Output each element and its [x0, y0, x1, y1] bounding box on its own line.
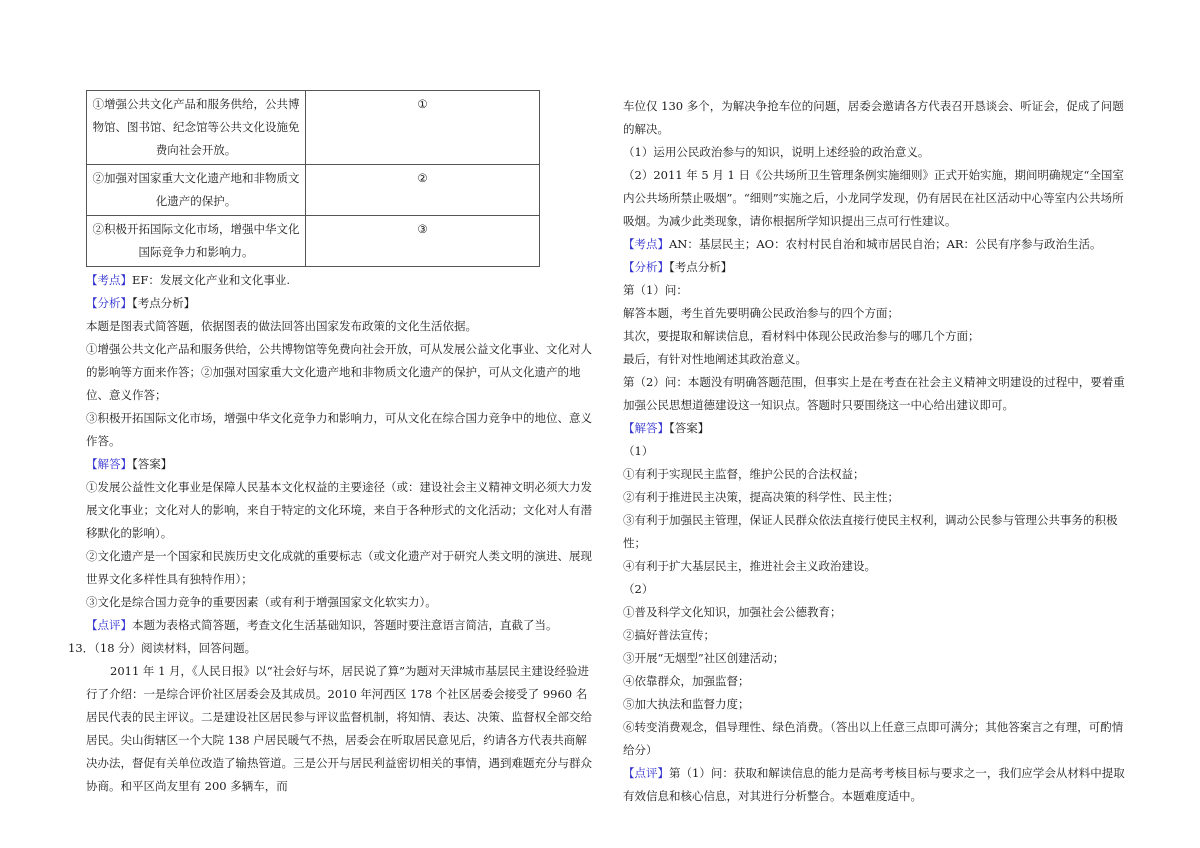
jieda-text: 【答案】: [132, 457, 173, 471]
table-cell-basis: ②: [306, 165, 540, 216]
analysis-line: 最后，有针对性地阐述其政治意义。: [623, 352, 807, 366]
fenxi-tag: 【分析】: [623, 260, 669, 274]
analysis-q2: 第（2）问：本题没有明确答题范围，但事实上是在考查在社会主义精神文明建设的过程中，要着重加强公民思想道德建设这一知识点。答题时只要围绕这一中心给出建议即可。: [623, 375, 1125, 412]
kaodian-line: [623, 233, 1128, 256]
table-cell-policy: ②积极开拓国际文化市场，增强中华文化国际竞争力和影响力。: [87, 216, 306, 267]
right-column: [623, 95, 1128, 808]
dianping-tag: 【点评】: [623, 766, 669, 780]
answer-item: ④有利于扩大基层民主，推进社会主义政治建设。: [623, 559, 876, 573]
table-row: [87, 91, 540, 165]
answer-item: ①有利于实现民主监督，维护公民的合法权益；: [623, 467, 865, 481]
kaodian-tag: 【考点】: [623, 237, 669, 251]
table-row: [87, 216, 540, 267]
answer-section-2-heading: （2）: [623, 582, 654, 596]
jieda-text: 【答案】: [669, 421, 710, 435]
jieda-line: [86, 453, 596, 476]
table-cell-policy: ②加强对国家重大文化遗产地和非物质文化遗产的保护。: [87, 165, 306, 216]
table-cell-basis: ①: [306, 91, 540, 165]
kaodian-text: AN：基层民主；AO：农村村民自治和城市居民自治；AR：公民有序参与政治生活。: [669, 237, 1102, 251]
table-cell-policy: ①增强公共文化产品和服务供给，公共博物馆、图书馆、纪念馆等公共文化设施免费向社会开放。: [87, 91, 306, 165]
dianping-line: [86, 614, 596, 637]
answer-paragraph: ③文化是综合国力竞争的重要因素（或有利于增强国家文化软实力）。: [86, 595, 437, 609]
left-column: [68, 90, 596, 798]
answer-item: ⑤加大执法和监督力度；: [623, 697, 750, 711]
kaodian-text: EF：发展文化产业和文化事业.: [132, 273, 291, 287]
kaodian-tag: 【考点】: [86, 273, 132, 287]
dianping-text: 本题为表格式简答题，考查文化生活基础知识，答题时要注意语言简洁，直截了当。: [132, 618, 558, 632]
fenxi-line: [623, 256, 1128, 279]
answer-item: ③开展“无烟型”社区创建活动；: [623, 651, 785, 665]
question-13-material: 2011 年 1 月，《人民日报》以“社会好与坏，居民说了算”为题对天津城市基层民主建设经验进行了介绍：一是综合评价社区居委会及其成员。2010 年河西区 178 个社区居委会接受了 9960 名居民代表的民主评议。二是建设社区居民参与评议监督机制，将知情、表达、决策、监督权全部交给居民。尖山街辖区一个大院 138 户居民暖气不热，居委会在听取居民意见后，约请各方代表共商解决办法，督促有关单位改造了输热管道。三是公开与居民利益密切相关的事情，遇到难题充分与群众协商。和平区尚友里有 200 多辆车，而: [86, 664, 592, 793]
policy-table: [86, 90, 540, 267]
fenxi-tag: 【分析】: [86, 296, 132, 310]
fenxi-text: 【考点分析】: [669, 260, 733, 274]
fenxi-text: 【考点分析】: [132, 296, 196, 310]
analysis-line: 其次，要提取和解读信息，看材料中体现公民政治参与的哪几个方面；: [623, 329, 980, 343]
answer-item: ①普及科学文化知识，加强社会公德教育；: [623, 605, 842, 619]
jieda-line: [623, 417, 1128, 440]
answer-item: ③有利于加强民主管理，保证人民群众依法直接行使民主权利，调动公民参与管理公共事务的积极性；: [623, 513, 1118, 550]
fenxi-paragraph: ①增强公共文化产品和服务供给，公共博物馆等免费向社会开放，可从发展公益文化事业、文化对人的影响等方面来作答；②加强对国家重大文化遗产地和非物质文化遗产的保护，可从文化遗产的地位、意义作答；: [86, 342, 592, 402]
fenxi-paragraph: 本题是图表式简答题，依据图表的做法回答出国家发布政策的文化生活依据。: [86, 319, 477, 333]
table-cell-basis: ③: [306, 216, 540, 267]
analysis-q1-heading: 第（1）问：: [623, 283, 688, 297]
table-row: [87, 165, 540, 216]
material-continuation: 车位仅 130 多个，为解决争抢车位的问题，居委会邀请各方代表召开恳谈会、听证会，促成了问题的解决。: [623, 99, 1124, 136]
answer-section-1-heading: （1）: [623, 444, 654, 458]
question-1: （1）运用公民政治参与的知识，说明上述经验的政治意义。: [623, 145, 930, 159]
answer-item: ④依靠群众，加强监督；: [623, 674, 750, 688]
fenxi-paragraph: ③积极开拓国际文化市场，增强中华文化竞争力和影响力，可从文化在综合国力竞争中的地位、意义作答。: [86, 411, 592, 448]
jieda-tag: 【解答】: [623, 421, 669, 435]
kaodian-line: [86, 269, 596, 292]
analysis-line: 解答本题，考生首先要明确公民政治参与的四个方面；: [623, 306, 899, 320]
dianping-tag: 【点评】: [86, 618, 132, 632]
answer-paragraph: ①发展公益性文化事业是保障人民基本文化权益的主要途径（或：建设社会主义精神文明必须大力发展文化事业；文化对人的影响，来自于特定的文化环境，来自于各种形式的文化活动；文化对人有潜移默化的影响）。: [86, 480, 592, 540]
answer-item: ⑥转变消费观念，倡导理性、绿色消费。（答出以上任意三点即可满分；其他答案言之有理，可酌情给分）: [623, 720, 1124, 757]
question-2: （2）2011 年 5 月 1 日《公共场所卫生管理条例实施细则》正式开始实施，期间明确规定“全国室内公共场所禁止吸烟”。“细则”实施之后，小龙同学发现，仍有居民在社区活动中心等室内公共场所吸烟。为减少此类现象，请你根据所学知识提出三点可行性建议。: [623, 168, 1124, 228]
jieda-tag: 【解答】: [86, 457, 132, 471]
dianping-line: [623, 762, 1128, 808]
question-13-heading: 13．（18 分）阅读材料，回答问题。: [68, 641, 257, 655]
answer-paragraph: ②文化遗产是一个国家和民族历史文化成就的重要标志（或文化遗产对于研究人类文明的演进、展现世界文化多样性具有独特作用）；: [86, 549, 592, 586]
fenxi-line: [86, 292, 596, 315]
answer-item: ②有利于推进民主决策，提高决策的科学性、民主性；: [623, 490, 899, 504]
dianping-text: 第（1）问：获取和解读信息的能力是高考考核目标与要求之一，我们应学会从材料中提取有效信息和核心信息，对其进行分析整合。本题难度适中。: [623, 766, 1125, 803]
answer-item: ②搞好普法宣传；: [623, 628, 715, 642]
